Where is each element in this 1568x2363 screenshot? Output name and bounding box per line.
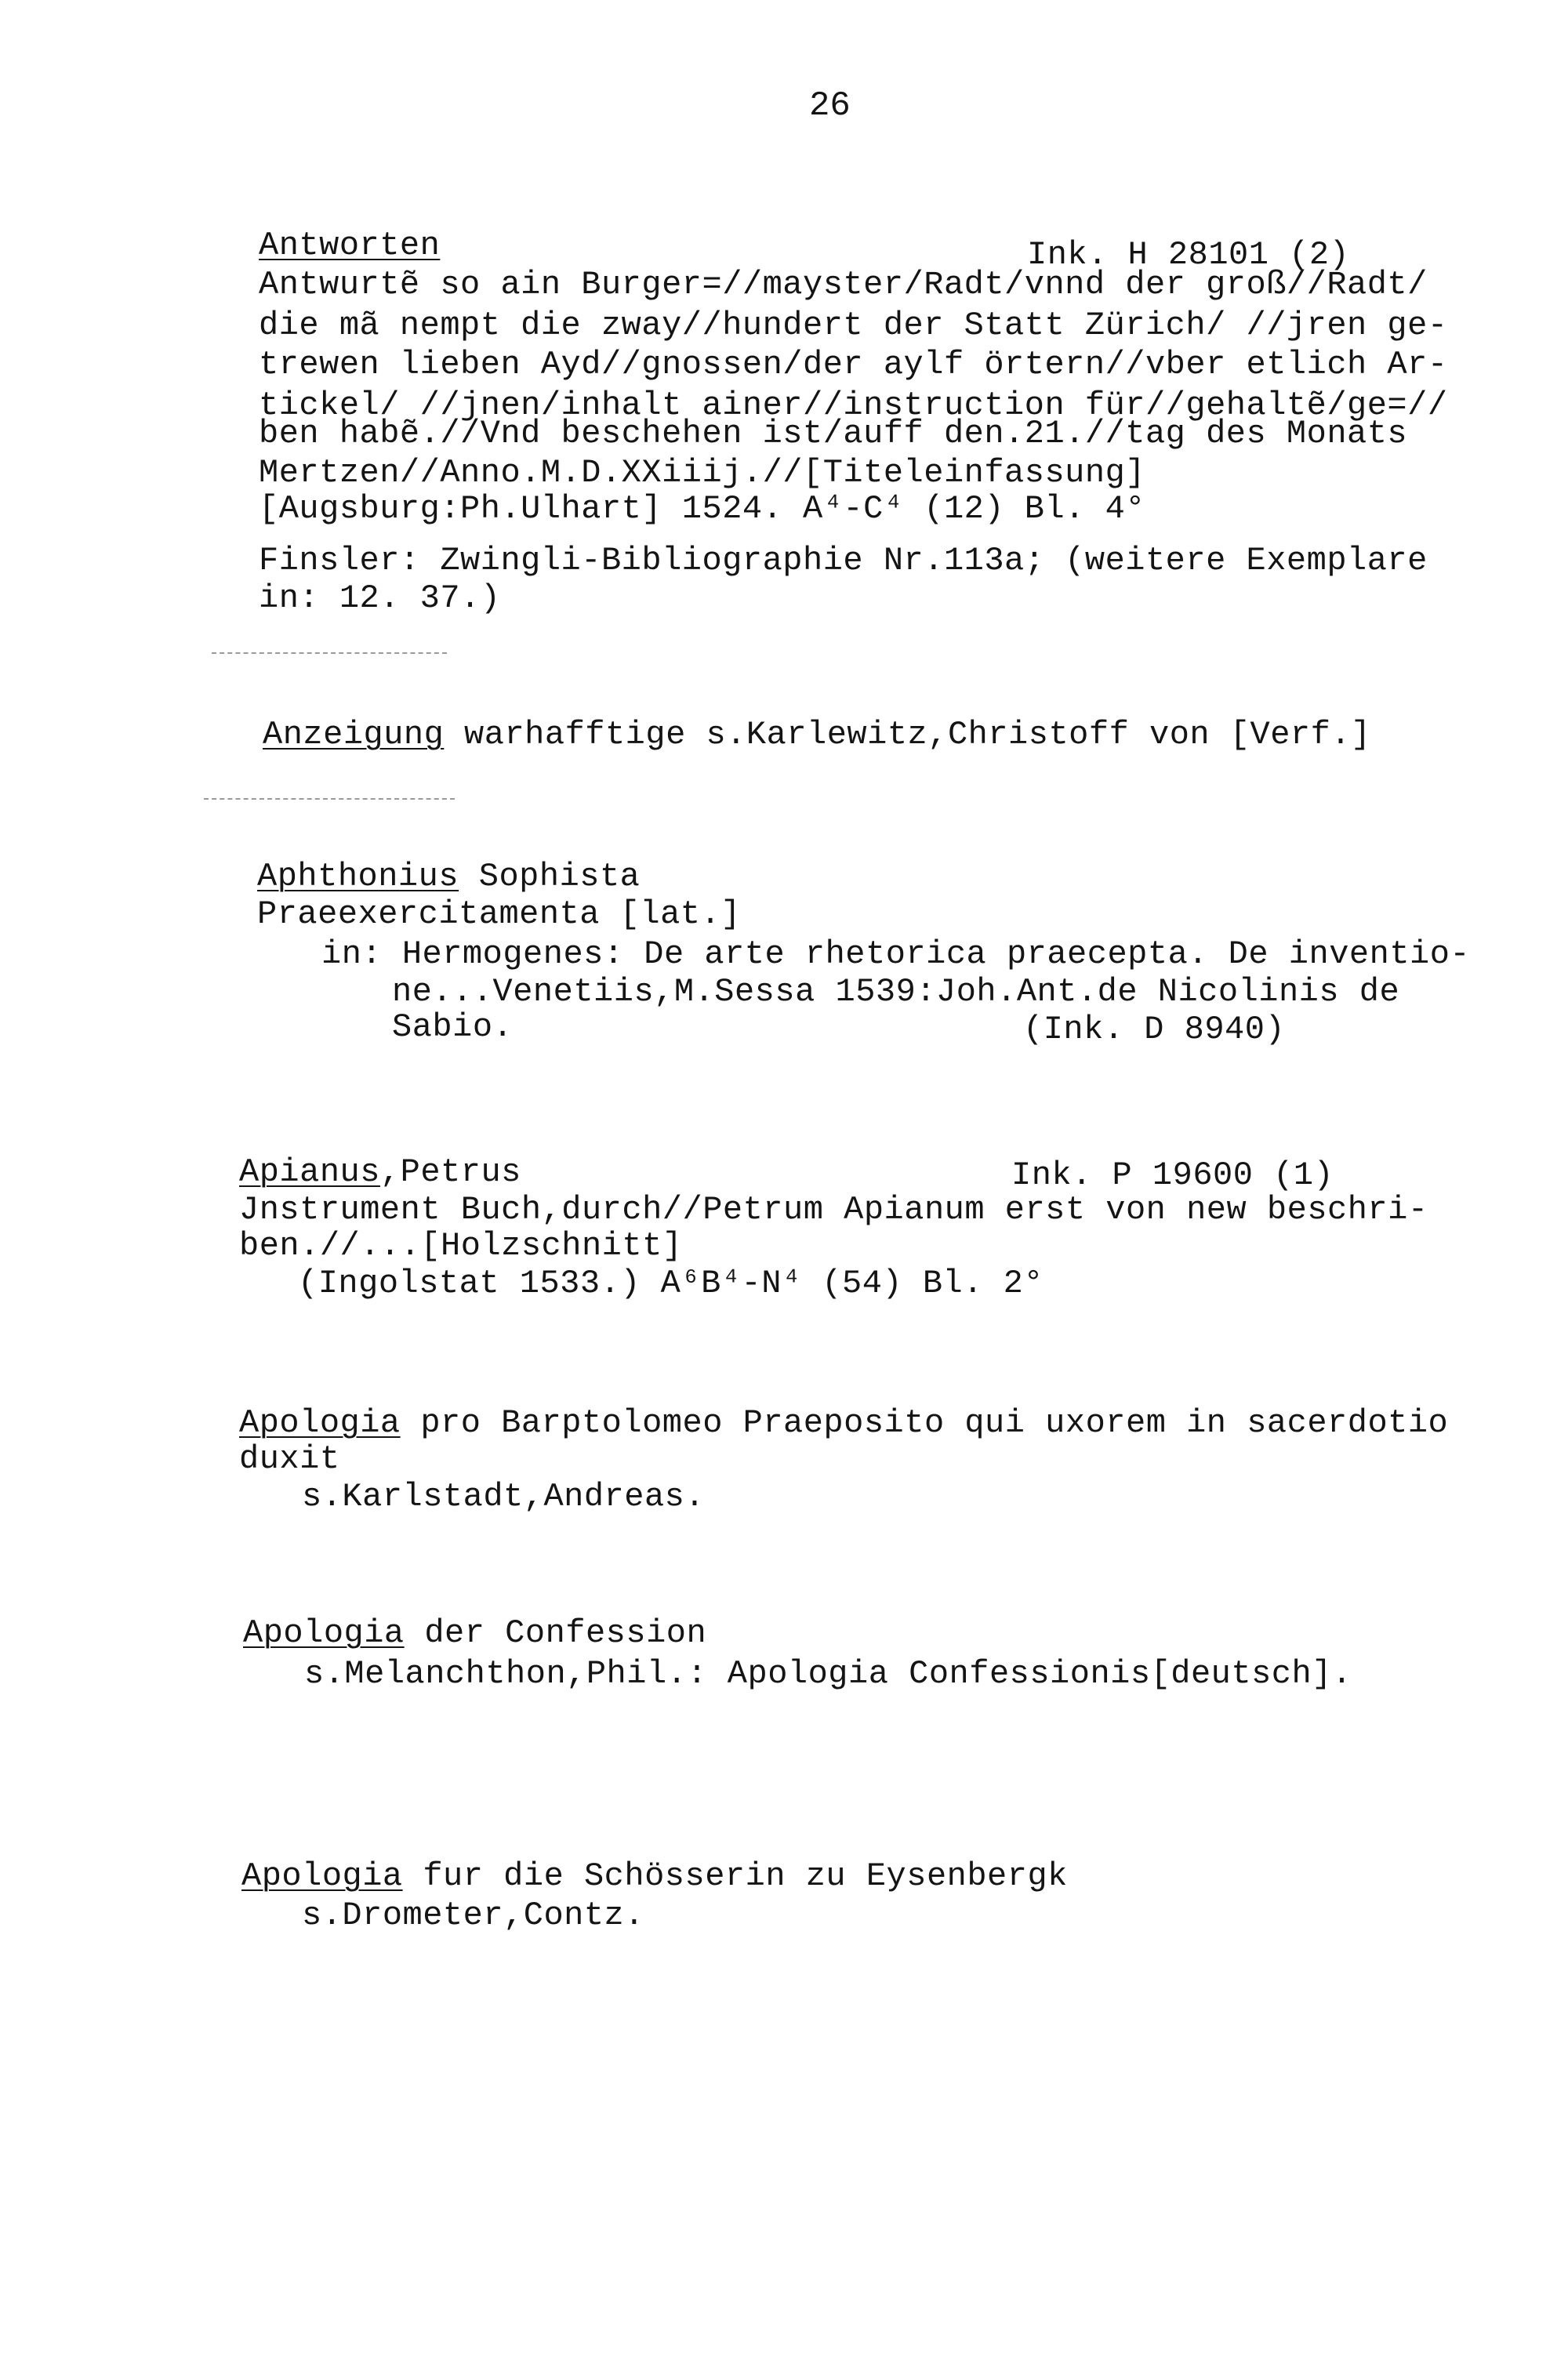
cross-reference: s.Drometer,Contz.	[302, 1897, 644, 1934]
entry-title-rest: pro Barptolomeo Praeposito qui uxorem in sacerdotio	[400, 1404, 1449, 1442]
entry-line: Jnstrument Buch,durch//Petrum Apianum erst von new beschri-	[239, 1191, 1428, 1229]
entry-line: ne...Venetiis,M.Sessa 1539:Joh.Ant.de Nicolinis de	[392, 973, 1400, 1011]
bibliography-note: in: 12. 37.)	[259, 579, 501, 617]
entry-first-line	[239, 1152, 521, 1192]
entry-line: Sabio.	[392, 1008, 514, 1046]
entry-title-rest: Sophista	[459, 858, 641, 895]
entry-line: tickel/ //jnen/inhalt ainer//instruction für//gehaltẽ/ge=//	[259, 387, 1448, 424]
entry-heading: Antworten	[259, 227, 441, 264]
shelfmark: (Ink. D 8940)	[1023, 1011, 1286, 1048]
entry-title-rest: fur die Schösserin zu Eysenbergk	[402, 1857, 1068, 1895]
entry-heading: Apianus	[239, 1153, 380, 1191]
separator-rule	[212, 652, 447, 654]
entry-line: Antwurtẽ so ain Burger=//mayster/Radt/vnnd der groß//Radt/	[259, 266, 1428, 303]
entry-heading: Anzeigung	[263, 716, 445, 753]
entry-first-line	[243, 1613, 706, 1653]
entry-heading: Aphthonius	[257, 858, 459, 895]
cross-reference: s.Melanchthon,Phil.: Apologia Confessionis[deutsch].	[304, 1655, 1352, 1693]
entry-title-rest: ,Petrus	[379, 1153, 521, 1191]
page-number: 26	[809, 86, 851, 125]
separator-rule	[204, 798, 455, 800]
entry-heading: Apologia	[239, 1404, 401, 1442]
entry-first-line	[263, 715, 1371, 754]
entry-line: duxit	[239, 1440, 340, 1478]
entry-line: in: Hermogenes: De arte rhetorica praecepta. De inventio-	[321, 935, 1471, 973]
shelfmark: Ink. P 19600 (1)	[1011, 1156, 1334, 1194]
entry-first-line	[257, 857, 640, 896]
entry-line: trewen lieben Ayd//gnossen/der aylf örtern//vber etlich Ar-	[259, 346, 1448, 383]
entry-line: ben habẽ.//Vnd beschehen ist/auff den.21.//tag des Monats	[259, 415, 1408, 452]
entry-line: die mã nempt die zway//hundert der Statt Zürich/ //jren ge-	[259, 307, 1448, 344]
entry-title-rest: warhafftige s.Karlewitz,Christoff von [Verf.]	[444, 716, 1371, 753]
entry-heading: Apologia	[241, 1857, 403, 1895]
entry-first-line	[239, 1403, 1448, 1443]
shelfmark: Ink. H 28101 (2)	[1027, 236, 1350, 274]
entry-title-rest: der Confession	[404, 1614, 707, 1652]
entry-first-line	[241, 1857, 1068, 1896]
entry-line: ben.//...[Holzschnitt]	[239, 1227, 683, 1265]
bibliography-note: Finsler: Zwingli-Bibliographie Nr.113a; (weitere Exemplare	[259, 542, 1428, 579]
entry-line: Mertzen//Anno.M.D.XXiiij.//[Titeleinfassung]	[259, 454, 1145, 492]
imprint-line: [Augsburg:Ph.Ulhart] 1524. A⁴-C⁴ (12) Bl. 4°	[259, 490, 1145, 528]
entry-heading: Apologia	[243, 1614, 405, 1652]
entry-line: Praeexercitamenta [lat.]	[257, 895, 741, 933]
cross-reference: s.Karlstadt,Andreas.	[302, 1478, 706, 1515]
imprint-line: (Ingolstat 1533.) A⁶B⁴-N⁴ (54) Bl. 2°	[298, 1265, 1044, 1302]
